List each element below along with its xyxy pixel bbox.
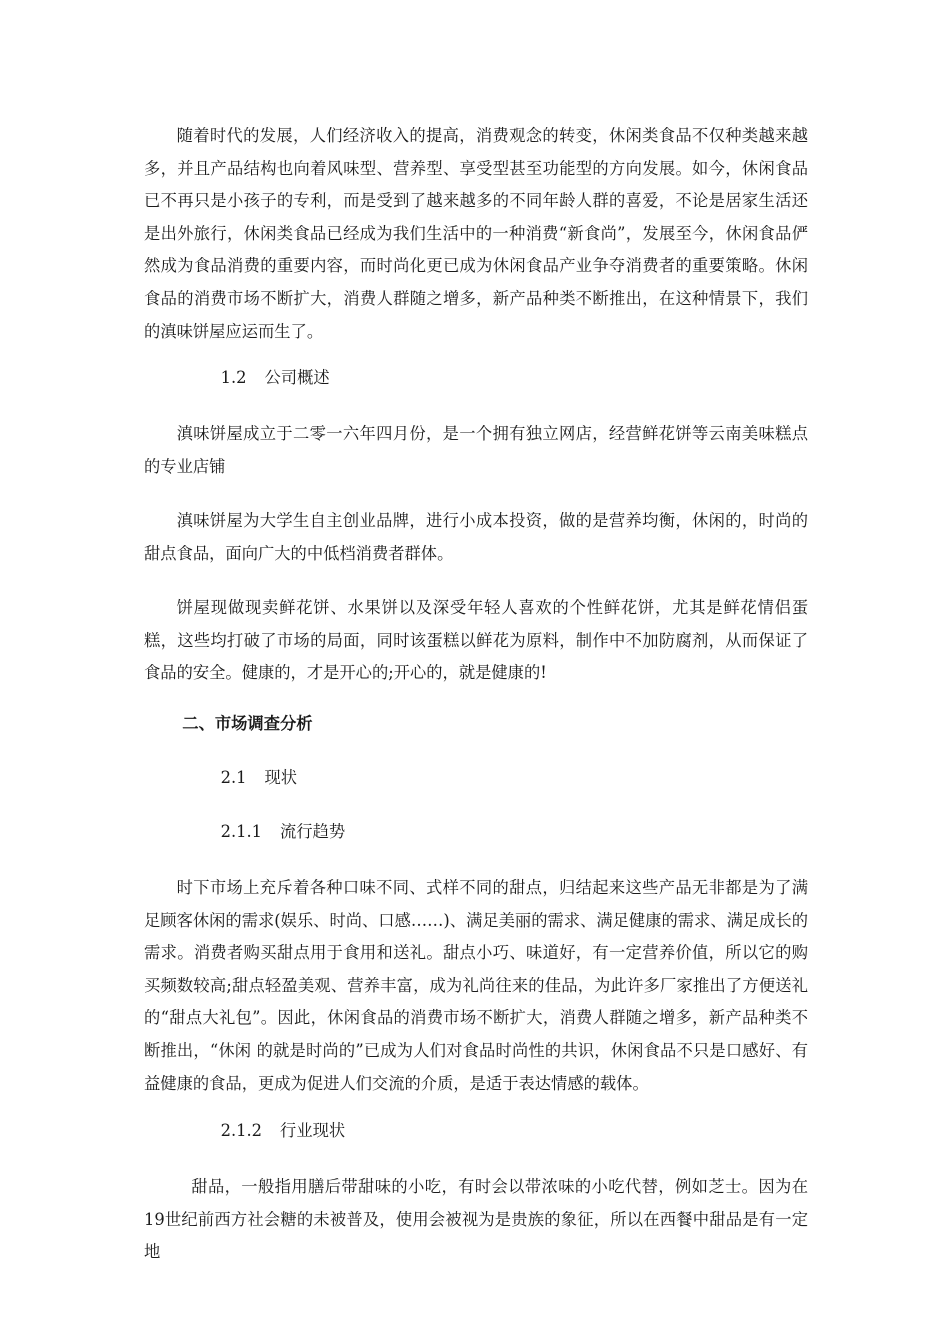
section-number: 2.1.2 xyxy=(220,1121,263,1140)
section-heading-2-1 xyxy=(144,766,808,790)
document-page xyxy=(144,0,808,1344)
industry-paragraph: 甜品，一般指用膳后带甜味的小吃，有时会以带浓味的小吃代替，例如芝士。因为在19世纪前西方社会糖的未被普及，使用会被视为是贵族的象征，所以在西餐中甜品是有一定地 xyxy=(144,1177,808,1262)
section-heading-1-2 xyxy=(144,366,808,390)
section-heading-2-1-1 xyxy=(144,820,808,844)
intro-paragraph: 随着时代的发展，人们经济收入的提高，消费观念的转变，休闲类食品不仅种类越来越多，并且产品结构也向着风味型、营养型、享受型甚至功能型的方向发展。如今，休闲食品已不再只是小孩子的专利，而是受到了越来越多的不同年龄人群的喜爱，不论是居家生活还是出外旅行，休闲类食品已经成为我们生活中的一种消费“新食尚”，发展至今，休闲食品俨然成为食品消费的重要内容，而时尚化更已成为休闲食品产业争夺消费者的重要策略。休闲食品的消费市场不断扩大，消费人群随之增多，新产品种类不断推出，在这种情景下，我们的滇味饼屋应运而生了。 xyxy=(144,126,808,341)
section-number: 2.1.1 xyxy=(220,822,263,841)
section-title: 行业现状 xyxy=(280,1121,346,1140)
company-paragraph-2: 滇味饼屋为大学生自主创业品牌，进行小成本投资，做的是营养均衡，休闲的，时尚的甜点食品，面向广大的中低档消费者群体。 xyxy=(144,511,808,563)
company-paragraph-1: 滇味饼屋成立于二零一六年四月份，是一个拥有独立网店，经营鲜花饼等云南美味糕点的专业店铺 xyxy=(144,424,808,476)
section-heading-2-1-2 xyxy=(144,1119,808,1143)
section-title: 流行趋势 xyxy=(280,822,346,841)
section-title: 公司概述 xyxy=(264,368,330,387)
section-number: 1.2 xyxy=(220,368,247,387)
section-title: 现状 xyxy=(264,768,298,787)
chapter-title: 二、市场调查分析 xyxy=(182,714,313,733)
company-paragraph-3: 饼屋现做现卖鲜花饼、水果饼以及深受年轻人喜欢的个性鲜花饼，尤其是鲜花情侣蛋糕，这些均打破了市场的局面，同时该蛋糕以鲜花为原料，制作中不加防腐剂，从而保证了食品的安全。健康的，才是开心的;开心的，就是健康的! xyxy=(144,598,808,683)
chapter-heading-2 xyxy=(144,712,808,736)
section-number: 2.1 xyxy=(220,768,247,787)
trend-paragraph: 时下市场上充斥着各种口味不同、式样不同的甜点，归结起来这些产品无非都是为了满足顾客休闲的需求(娱乐、时尚、口感……)、满足美丽的需求、满足健康的需求、满足成长的需求。消费者购买甜点用于食用和送礼。甜点小巧、味道好，有一定营养价值，所以它的购买频数较高;甜点轻盈美观、营养丰富，成为礼尚往来的佳品，为此许多厂家推出了方便送礼的“甜点大礼包”。因此，休闲食品的消费市场不断扩大，消费人群随之增多，新产品种类不断推出，“休闲 的就是时尚的”已成为人们对食品时尚性的共识，休闲食品不只是口感好、有益健康的食品，更成为促进人们交流的介质，是适于表达情感的载体。 xyxy=(144,878,808,1093)
